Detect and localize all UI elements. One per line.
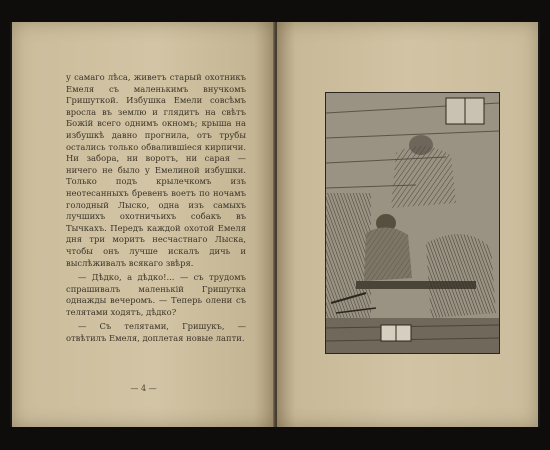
left-page xyxy=(12,22,275,427)
illustration-drawing xyxy=(326,93,499,353)
paragraph-2: — Дѣдко, а дѣдко!... — съ трудомъ спрашивалъ маленькій Гришутка однажды вечеромъ. — Теперь олени съ телятами ходятъ, дѣдко? xyxy=(66,272,246,317)
paragraph-1: у самаго лѣса, живетъ старый охотникъ Емеля съ маленькимъ внучкомъ Гришуткой. Избушка Емели совсѣмъ вросла въ землю и глядитъ на свѣтъ Божій всего однимъ окномъ; крыша на избушкѣ давно прогнила, отъ трубы остались только обвалившіеся кирпичи. Ни забора, ни воротъ, ни сарая — ничего не было у Емелиной избушки. Только подъ крылечкомъ изъ неотесанныхъ бревенъ воетъ по ночамъ голодный Лыско, одна изъ самыхъ лучшихъ охотничьихъ собакъ въ Тычкахъ. Передъ каждой охотой Емеля дня три моритъ несчастнаго Лыска, чтобы онъ лучше искалъ дичь и выслѣживалъ всякаго звѣря. xyxy=(66,72,246,268)
paragraph-3: — Съ телятами, Гришукъ, — отвѣтилъ Емеля, доплетая новые лапти. xyxy=(66,321,246,344)
page-number: — 4 — xyxy=(130,384,157,393)
open-book xyxy=(10,22,540,427)
page-text xyxy=(66,72,246,345)
right-page xyxy=(277,22,538,427)
hut-interior-illustration xyxy=(325,92,500,354)
